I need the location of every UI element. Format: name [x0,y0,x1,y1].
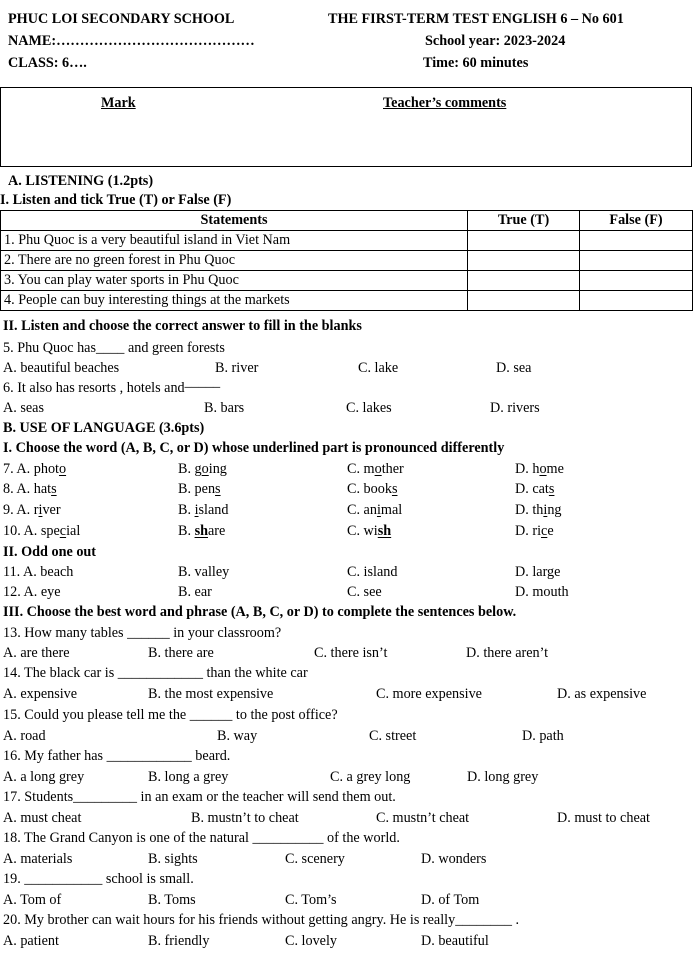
question-17: 17. Students_________ in an exam or the teacher will send them out. [3,789,396,805]
true-cell[interactable] [468,251,580,271]
false-cell[interactable] [580,291,693,311]
option[interactable]: C. lovely [285,933,338,949]
true-cell[interactable] [468,271,580,291]
option[interactable]: B. the most expensive [148,686,274,702]
question-18: 18. The Grand Canyon is one of the natural __________ of the world. [3,830,400,846]
answer-blank[interactable]: ___________ [24,871,103,887]
question-stem: 6. It also has resorts , hotels and [3,380,185,396]
option[interactable]: A. are there [3,645,70,661]
answer-blank[interactable]: ________ [455,912,512,928]
question-13: 13. How many tables ______ in your classroom? [3,625,282,641]
option[interactable]: 11. A. beach [3,564,74,580]
table-row [1,271,693,291]
question-8: 8. A. hats [3,481,57,497]
true-cell[interactable] [468,291,580,311]
language-part3-title: III. Choose the best word and phrase (A, B, C, or D) to complete the sentences below. [3,604,517,620]
section-language-title: B. USE OF LANGUAGE (3.6pts) [3,420,205,436]
school-year: School year: 2023-2024 [425,33,566,49]
header-true: True (T) [468,211,580,231]
option[interactable]: D. path [522,728,564,744]
option[interactable]: B. there are [148,645,214,661]
listening-part2-title: II. Listen and choose the correct answer to fill in the blanks [3,318,362,334]
header-statements: Statements [1,211,468,231]
option[interactable]: D. rice [515,523,554,539]
mark-label: Mark [101,95,136,111]
name-label: NAME:…………………………………… [8,33,255,49]
question-20: 20. My brother can wait hours for his friends without getting angry. He is really________ . [3,912,520,928]
option[interactable]: D. rivers [490,400,540,416]
option[interactable]: B. Toms [148,892,196,908]
option[interactable]: C. see [347,584,382,600]
option[interactable]: C. there isn’t [314,645,388,661]
statement-text: 1. Phu Quoc is a very beautiful island in Viet Nam [1,231,468,251]
answer-blank[interactable]: __________ [252,830,324,846]
table-header-row [1,211,693,231]
true-cell[interactable] [468,231,580,251]
option[interactable]: D. thing [515,502,562,518]
option[interactable]: A. expensive [3,686,78,702]
question-16: 16. My father has ____________ beard. [3,748,231,764]
language-part1-title: I. Choose the word (A, B, C, or D) whose underlined part is pronounced differently [3,440,505,456]
option[interactable]: D. cats [515,481,555,497]
question-stem: 5. Phu Quoc has [3,340,97,356]
answer-blank[interactable]: ____________ [106,748,192,764]
option[interactable]: D. must to cheat [557,810,650,826]
section-listening-title: A. LISTENING (1.2pts) [8,173,154,189]
option[interactable]: D. there aren’t [466,645,549,661]
option[interactable]: A. beautiful beaches [3,360,120,376]
option[interactable]: A. seas [3,400,44,416]
question-19: 19. ___________ school is small. [3,871,194,887]
option[interactable]: C. Tom’s [285,892,337,908]
header-false: False (F) [580,211,693,231]
mark-box [0,87,692,167]
statement-text: 4. People can buy interesting things at the markets [1,291,468,311]
option[interactable]: C. more expensive [376,686,482,702]
table-row [1,231,693,251]
answer-blank[interactable]: ______ [189,707,233,723]
option[interactable]: D. wonders [421,851,487,867]
option[interactable]: B. bars [204,400,245,416]
option[interactable]: C. lake [358,360,399,376]
question-10: 10. A. special [3,523,81,539]
option[interactable]: A. road [3,728,46,744]
listening-part1-title: I. Listen and tick True (T) or False (F) [0,192,232,208]
question-9: 9. A. river [3,502,61,518]
answer-blank[interactable]: _____ [184,374,221,390]
class-label: CLASS: 6…. [8,55,87,71]
true-false-table [0,210,693,311]
option[interactable]: A. a long grey [3,769,85,785]
option[interactable]: A. must cheat [3,810,82,826]
teacher-comments-label: Teacher’s comments [383,95,507,111]
option[interactable]: C. wish [347,523,392,539]
option[interactable]: B. ear [178,584,212,600]
school-name: PHUC LOI SECONDARY SCHOOL [8,11,235,27]
table-row [1,291,693,311]
question-5 [3,341,225,355]
option[interactable]: D. as expensive [557,686,647,702]
false-cell[interactable] [580,271,693,291]
option[interactable]: C. island [347,564,398,580]
option[interactable]: B. friendly [148,933,210,949]
test-title: THE FIRST-TERM TEST ENGLISH 6 – No 601 [328,11,624,27]
option[interactable]: D. sea [496,360,532,376]
option[interactable]: B. share [178,523,226,539]
option[interactable]: B. valley [178,564,230,580]
option[interactable]: D. large [515,564,561,580]
option[interactable]: D. long grey [467,769,539,785]
language-part2-title: II. Odd one out [3,544,97,560]
question-6 [3,374,221,396]
option[interactable]: B. pens [178,481,221,497]
time-limit: Time: 60 minutes [423,55,529,71]
answer-blank[interactable]: ____ [96,340,125,356]
statement-text: 2. There are no green forest in Phu Quoc [1,251,468,271]
table-row [1,251,693,271]
option[interactable]: C. books [347,481,398,497]
option[interactable]: C. scenery [285,851,345,867]
question-14: 14. The black car is ____________ than the white car [3,665,308,681]
option[interactable]: D. mouth [515,584,569,600]
option[interactable]: A. materials [3,851,73,867]
question-7: 7. A. photo [3,461,67,477]
answer-blank[interactable]: ____________ [117,665,203,681]
option[interactable]: C. mother [347,461,404,477]
false-cell[interactable] [580,231,693,251]
option[interactable]: B. way [217,728,258,744]
answer-blank[interactable]: ______ [127,625,170,641]
option[interactable]: B. mustn’t to cheat [191,810,299,826]
option[interactable]: B. going [178,461,227,477]
answer-blank[interactable]: _________ [73,789,137,805]
option[interactable]: D. home [515,461,564,477]
option[interactable]: 12. A. eye [3,584,61,600]
option[interactable]: B. river [215,360,259,376]
option[interactable]: D. beautiful [421,933,489,949]
option[interactable]: A. patient [3,933,59,949]
false-cell[interactable] [580,251,693,271]
option[interactable]: C. animal [347,502,403,518]
question-15: 15. Could you please tell me the ______ to the post office? [3,707,338,723]
option[interactable]: B. sights [148,851,198,867]
option[interactable]: B. island [178,502,229,518]
option[interactable]: C. lakes [346,400,392,416]
option[interactable]: C. mustn’t cheat [376,810,470,826]
option[interactable]: A. Tom of [3,892,62,908]
option[interactable]: C. street [369,728,417,744]
question-stem: and green forests [124,340,225,356]
statement-text: 3. You can play water sports in Phu Quoc [1,271,468,291]
option[interactable]: C. a grey long [330,769,411,785]
option[interactable]: D. of Tom [421,892,480,908]
option[interactable]: B. long a grey [148,769,229,785]
